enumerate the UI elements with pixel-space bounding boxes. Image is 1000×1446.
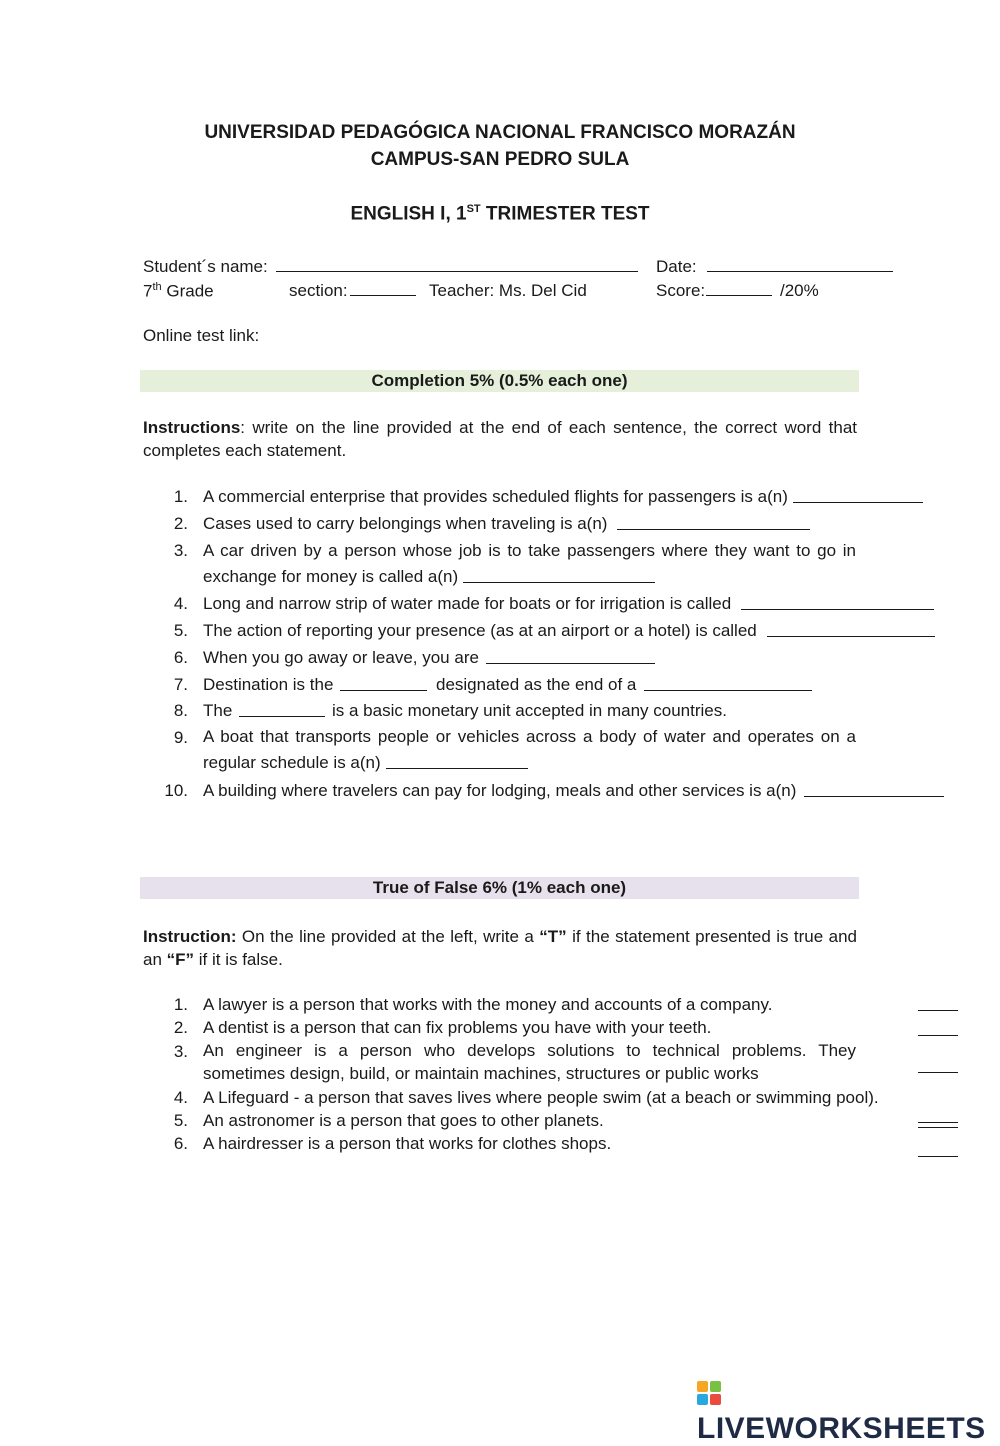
tf-item-1-text: A lawyer is a person that works with the money and accounts of a company. (203, 995, 773, 1014)
completion-item-3-answer[interactable] (463, 564, 655, 583)
teacher-label: Teacher: Ms. Del Cid (429, 281, 587, 300)
tf-item-2-answer[interactable] (918, 1017, 958, 1036)
true-false-heading: True of False 6% (1% each one) (140, 877, 859, 899)
completion-item-8-text-b: is a basic monetary unit accepted in many countries. (332, 701, 727, 720)
completion-item-2-text: Cases used to carry belongings when traveling is a(n) (203, 514, 608, 533)
section-label: section: (289, 281, 348, 300)
campus-title: CAMPUS-SAN PEDRO SULA (370, 149, 630, 170)
completion-item-10-number: 10. (164, 781, 188, 800)
completion-heading: Completion 5% (0.5% each one) (140, 370, 859, 392)
completion-item-5-text: The action of reporting your presence (as at an airport or a hotel) is called (203, 621, 757, 640)
liveworksheets-logo (697, 1378, 1000, 1446)
grade-sup: th (152, 281, 162, 293)
test-title (0, 203, 1000, 225)
completion-item-6-text: When you go away or leave, you are (203, 648, 479, 667)
date-field[interactable] (707, 253, 893, 272)
completion-item-5-answer[interactable] (767, 618, 935, 637)
tf-item-6-answer[interactable] (918, 1138, 958, 1157)
instructions-text: : write on the line provided at the end of each sentence, the correct word that completes each statement. (143, 418, 857, 460)
true-false-instructions (143, 925, 857, 971)
completion-item-7-answer-a[interactable] (340, 672, 427, 691)
tf-item-2-number: 2. (173, 1018, 188, 1037)
completion-item-2-number: 2. (173, 514, 188, 533)
tf-item-6-text: A hairdresser is a person that works for clothes shops. (203, 1134, 612, 1153)
completion-item-3-text: A car driven by a person whose job is to take passengers where they want to go in exchange for money is called a(n) (203, 541, 856, 586)
completion-item-7-answer-b[interactable] (644, 672, 812, 691)
completion-item-9-text: A boat that transports people or vehicles across a body of water and operates on a regular schedule is a(n) (203, 727, 856, 772)
completion-item-1-number: 1. (173, 487, 188, 506)
completion-item-7-number: 7. (173, 675, 188, 694)
section-field[interactable] (350, 277, 416, 296)
online-test-link-label: Online test link: (143, 326, 260, 345)
grade-text: Grade (161, 281, 214, 301)
tf-instructions-text-b: if the statement presented is true and an (143, 927, 857, 969)
completion-item-4-answer[interactable] (741, 591, 934, 610)
date-label: Date: (656, 257, 697, 276)
completion-item-7-text-a: Destination is the (203, 675, 334, 694)
completion-item-8-number: 8. (173, 701, 188, 720)
university-title: UNIVERSIDAD PEDAGÓGICA NACIONAL FRANCISCO MORAZÁN (204, 122, 796, 143)
score-field[interactable] (706, 277, 772, 296)
tf-f-mark: “F” (166, 950, 195, 969)
tf-item-3-text: An engineer is a person who develops solutions to technical problems. They sometimes design, build, or maintain machines, structures or public works (203, 1041, 856, 1083)
completion-item-1-text: A commercial enterprise that provides scheduled flights for passengers is a(n) (203, 487, 788, 506)
completion-item-4-text: Long and narrow strip of water made for boats or for irrigation is called (203, 594, 732, 613)
tf-t-mark: “T” (539, 927, 567, 946)
completion-item-10-answer[interactable] (804, 778, 944, 797)
tf-item-4-number: 4. (173, 1088, 188, 1107)
completion-item-10-text: A building where travelers can pay for lodging, meals and other services is a(n) (203, 781, 797, 800)
tf-item-1-number: 1. (173, 995, 188, 1014)
student-name-field[interactable] (276, 253, 638, 272)
liveworksheets-logo-icon (697, 1381, 723, 1407)
completion-instructions (143, 416, 857, 462)
score-label: Score: (656, 281, 706, 300)
completion-item-9-answer[interactable] (386, 750, 528, 769)
completion-item-6-number: 6. (173, 648, 188, 667)
tf-item-6-number: 6. (173, 1134, 188, 1153)
liveworksheets-logo-text: LIVEWORKSHEETS (697, 1412, 986, 1445)
completion-item-2-answer[interactable] (617, 511, 810, 530)
tf-item-4-text: A Lifeguard - a person that saves lives where people swim (at a beach or swimming pool). (203, 1088, 879, 1107)
test-title-prefix: ENGLISH I, 1 (350, 203, 467, 225)
completion-item-8-answer[interactable] (239, 698, 325, 717)
tf-instructions-text-c: if it is false. (194, 950, 283, 969)
test-title-suffix: TRIMESTER TEST (480, 203, 650, 225)
completion-item-4-number: 4. (173, 594, 188, 613)
completion-item-7-text-b: designated as the end of a (436, 675, 637, 694)
grade-number: 7 (143, 281, 153, 301)
tf-item-2-text: A dentist is a person that can fix problems you have with your teeth. (203, 1018, 712, 1037)
tf-item-5-number: 5. (173, 1111, 188, 1130)
tf-item-3-number: 3. (173, 1042, 188, 1061)
student-name-label: Student´s name: (143, 257, 268, 276)
completion-item-8-text-a: The (203, 701, 233, 720)
tf-item-1-answer[interactable] (918, 992, 958, 1011)
test-title-sup: ST (466, 203, 481, 215)
completion-item-3-number: 3. (173, 541, 188, 560)
completion-item-9-number: 9. (173, 728, 188, 747)
completion-item-1-answer[interactable] (793, 484, 923, 503)
instructions-bold: Instructions (143, 418, 241, 437)
tf-item-5-text: An astronomer is a person that goes to other planets. (203, 1111, 604, 1130)
score-total: /20% (780, 281, 819, 300)
tf-item-3-answer[interactable] (918, 1054, 958, 1073)
tf-instructions-text-a: On the line provided at the left, write a (236, 927, 540, 946)
completion-item-5-number: 5. (173, 621, 188, 640)
tf-instructions-bold: Instruction: (143, 927, 237, 946)
grade-label (143, 281, 214, 302)
completion-item-6-answer[interactable] (486, 645, 655, 664)
tf-item-5-answer[interactable] (918, 1109, 958, 1128)
